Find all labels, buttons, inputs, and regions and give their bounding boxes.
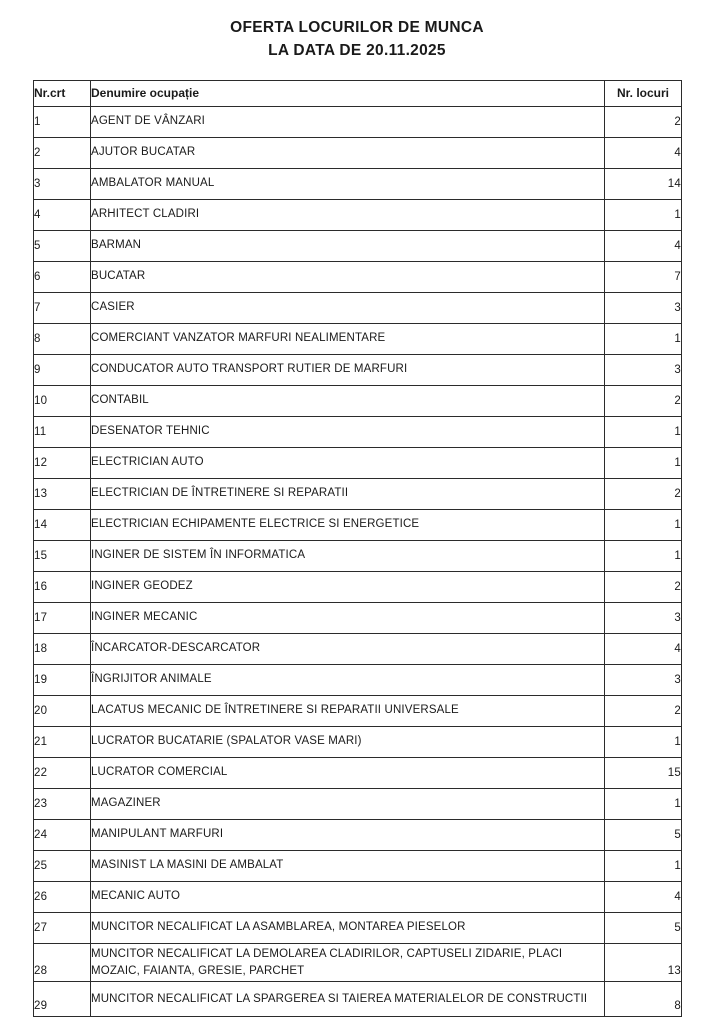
occupation-cell: BUCATAR	[91, 261, 605, 292]
places-cell: 3	[605, 602, 682, 633]
table-row	[34, 982, 682, 1017]
occupation-cell: MUNCITOR NECALIFICAT LA SPARGEREA SI TAIEREA MATERIALELOR DE CONSTRUCTII	[91, 982, 605, 1017]
places-cell: 2	[605, 695, 682, 726]
row-index-cell: 24	[34, 819, 91, 850]
occupation-cell: ELECTRICIAN ECHIPAMENTE ELECTRICE SI ENERGETICE	[91, 509, 605, 540]
table-row	[34, 664, 682, 695]
table-header-row	[34, 80, 682, 106]
row-index-cell: 1	[34, 106, 91, 137]
occupation-cell: COMERCIANT VANZATOR MARFURI NEALIMENTARE	[91, 323, 605, 354]
places-cell: 1	[605, 416, 682, 447]
places-cell: 2	[605, 478, 682, 509]
places-cell: 2	[605, 385, 682, 416]
row-index-cell: 5	[34, 230, 91, 261]
occupation-cell: ÎNCARCATOR-DESCARCATOR	[91, 633, 605, 664]
occupation-cell: ELECTRICIAN DE ÎNTRETINERE SI REPARATII	[91, 478, 605, 509]
occupation-cell: ARHITECT CLADIRI	[91, 199, 605, 230]
occupation-cell: MASINIST LA MASINI DE AMBALAT	[91, 850, 605, 881]
table-row	[34, 416, 682, 447]
table-row	[34, 168, 682, 199]
row-index-cell: 28	[34, 943, 91, 981]
table-row	[34, 695, 682, 726]
row-index-cell: 25	[34, 850, 91, 881]
places-cell: 5	[605, 819, 682, 850]
row-index-cell: 8	[34, 323, 91, 354]
occupation-cell: BARMAN	[91, 230, 605, 261]
table-row	[34, 943, 682, 981]
occupation-cell: AMBALATOR MANUAL	[91, 168, 605, 199]
places-cell: 2	[605, 571, 682, 602]
places-cell: 8	[605, 982, 682, 1017]
places-cell: 4	[605, 881, 682, 912]
row-index-cell: 19	[34, 664, 91, 695]
row-index-cell: 13	[34, 478, 91, 509]
offers-table-wrapper	[33, 80, 681, 1017]
table-row	[34, 850, 682, 881]
table-row	[34, 106, 682, 137]
places-cell: 5	[605, 912, 682, 943]
occupation-cell: AGENT DE VÂNZARI	[91, 106, 605, 137]
places-cell: 4	[605, 137, 682, 168]
table-row	[34, 726, 682, 757]
places-cell: 1	[605, 323, 682, 354]
occupation-cell: MUNCITOR NECALIFICAT LA DEMOLAREA CLADIRILOR, CAPTUSELI ZIDARIE, PLACI MOZAIC, FAIANTA, GRESIE, PARCHET	[91, 943, 605, 981]
occupation-cell: INGINER MECANIC	[91, 602, 605, 633]
column-header-occupation: Denumire ocupație	[91, 80, 605, 106]
occupation-cell: INGINER GEODEZ	[91, 571, 605, 602]
table-row	[34, 819, 682, 850]
places-cell: 2	[605, 106, 682, 137]
occupation-cell: DESENATOR TEHNIC	[91, 416, 605, 447]
row-index-cell: 18	[34, 633, 91, 664]
table-row	[34, 478, 682, 509]
places-cell: 1	[605, 540, 682, 571]
column-header-nr: Nr.crt	[34, 80, 91, 106]
row-index-cell: 15	[34, 540, 91, 571]
table-row	[34, 323, 682, 354]
document-title-block	[0, 0, 714, 62]
row-index-cell: 21	[34, 726, 91, 757]
places-cell: 1	[605, 850, 682, 881]
table-row	[34, 354, 682, 385]
places-cell: 3	[605, 354, 682, 385]
row-index-cell: 22	[34, 757, 91, 788]
table-body	[34, 106, 682, 1016]
offers-table	[33, 80, 682, 1017]
row-index-cell: 7	[34, 292, 91, 323]
table-row	[34, 788, 682, 819]
occupation-cell: MANIPULANT MARFURI	[91, 819, 605, 850]
row-index-cell: 17	[34, 602, 91, 633]
places-cell: 3	[605, 664, 682, 695]
row-index-cell: 27	[34, 912, 91, 943]
places-cell: 4	[605, 633, 682, 664]
table-row	[34, 509, 682, 540]
table-row	[34, 292, 682, 323]
places-cell: 1	[605, 199, 682, 230]
table-row	[34, 385, 682, 416]
table-row	[34, 540, 682, 571]
occupation-cell: INGINER DE SISTEM ÎN INFORMATICA	[91, 540, 605, 571]
places-cell: 3	[605, 292, 682, 323]
page-title: OFERTA LOCURILOR DE MUNCA	[230, 19, 484, 36]
row-index-cell: 10	[34, 385, 91, 416]
occupation-cell: ÎNGRIJITOR ANIMALE	[91, 664, 605, 695]
occupation-cell: CONDUCATOR AUTO TRANSPORT RUTIER DE MARFURI	[91, 354, 605, 385]
places-cell: 4	[605, 230, 682, 261]
occupation-cell: LUCRATOR COMERCIAL	[91, 757, 605, 788]
table-row	[34, 571, 682, 602]
places-cell: 13	[605, 943, 682, 981]
row-index-cell: 2	[34, 137, 91, 168]
table-row	[34, 447, 682, 478]
table-row	[34, 261, 682, 292]
row-index-cell: 20	[34, 695, 91, 726]
places-cell: 15	[605, 757, 682, 788]
occupation-cell: LACATUS MECANIC DE ÎNTRETINERE SI REPARATII UNIVERSALE	[91, 695, 605, 726]
table-row	[34, 230, 682, 261]
row-index-cell: 23	[34, 788, 91, 819]
occupation-cell: ELECTRICIAN AUTO	[91, 447, 605, 478]
table-header	[34, 80, 682, 106]
occupation-cell: CASIER	[91, 292, 605, 323]
row-index-cell: 16	[34, 571, 91, 602]
places-cell: 7	[605, 261, 682, 292]
table-row	[34, 199, 682, 230]
occupation-cell: LUCRATOR BUCATARIE (SPALATOR VASE MARI)	[91, 726, 605, 757]
row-index-cell: 9	[34, 354, 91, 385]
row-index-cell: 29	[34, 982, 91, 1017]
places-cell: 1	[605, 509, 682, 540]
table-row	[34, 137, 682, 168]
places-cell: 1	[605, 447, 682, 478]
occupation-cell: MUNCITOR NECALIFICAT LA ASAMBLAREA, MONTAREA PIESELOR	[91, 912, 605, 943]
row-index-cell: 11	[34, 416, 91, 447]
places-cell: 1	[605, 788, 682, 819]
places-cell: 1	[605, 726, 682, 757]
row-index-cell: 4	[34, 199, 91, 230]
row-index-cell: 14	[34, 509, 91, 540]
places-cell: 14	[605, 168, 682, 199]
table-row	[34, 602, 682, 633]
column-header-places: Nr. locuri	[605, 80, 682, 106]
row-index-cell: 26	[34, 881, 91, 912]
table-row	[34, 633, 682, 664]
row-index-cell: 3	[34, 168, 91, 199]
row-index-cell: 12	[34, 447, 91, 478]
occupation-cell: MECANIC AUTO	[91, 881, 605, 912]
occupation-cell: AJUTOR BUCATAR	[91, 137, 605, 168]
table-row	[34, 912, 682, 943]
occupation-cell: MAGAZINER	[91, 788, 605, 819]
row-index-cell: 6	[34, 261, 91, 292]
page-subtitle: LA DATA DE 20.11.2025	[268, 41, 446, 59]
table-row	[34, 757, 682, 788]
occupation-cell: CONTABIL	[91, 385, 605, 416]
table-row	[34, 881, 682, 912]
